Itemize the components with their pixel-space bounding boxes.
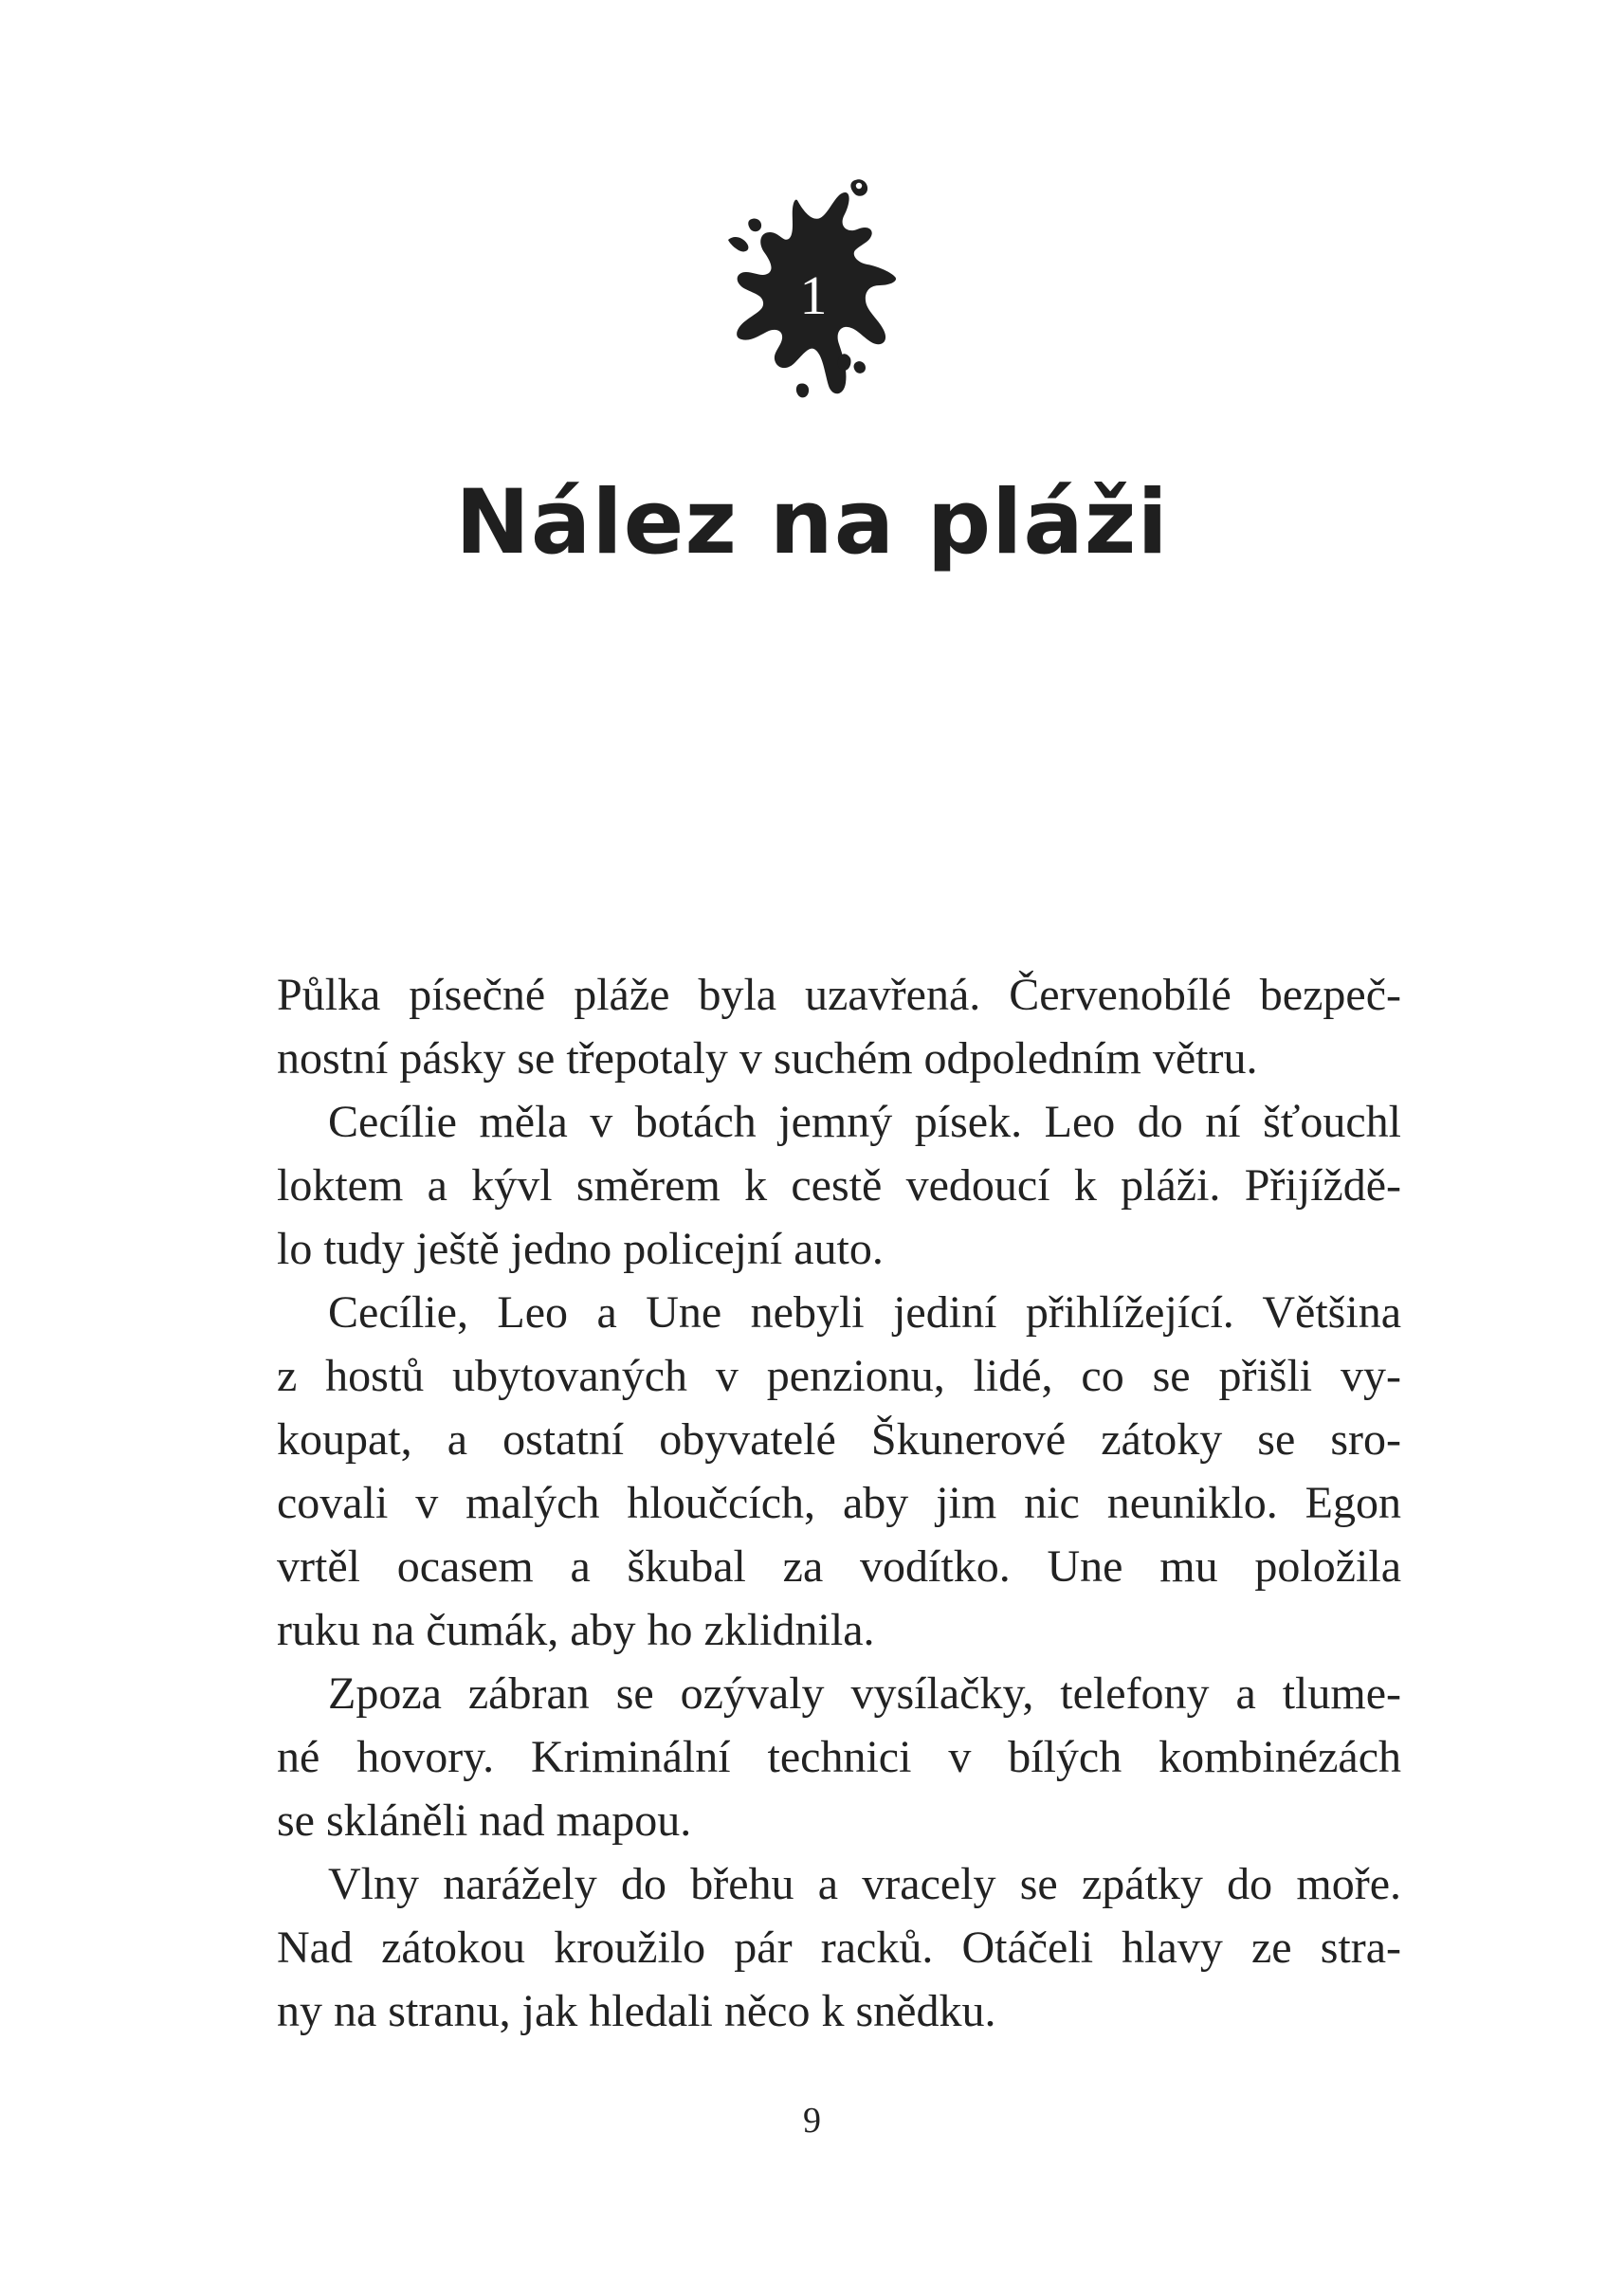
text-line: se skláněli nad mapou.	[277, 1795, 692, 1846]
page-number: 9	[803, 2101, 821, 2141]
text-line: Cecílie, Leo a Une nebyli jediní přihlížející. Většina	[328, 1287, 1401, 1338]
text-line: Půlka písečné pláže byla uzavřená. Červenobílé bezpeč-	[277, 970, 1401, 1020]
text-line: vrtěl ocasem a škubal za vodítko. Une mu položila	[277, 1541, 1401, 1592]
text-line: koupat, a ostatní obyvatelé Škunerové zátoky se sro-	[277, 1414, 1401, 1465]
text-line: covali v malých hloučcích, aby jim nic neuniklo. Egon	[277, 1478, 1401, 1528]
text-line: Vlny narážely do břehu a vracely se zpátky do moře.	[328, 1859, 1401, 1909]
text-line: ruku na čumák, aby ho zklidnila.	[277, 1605, 875, 1655]
text-line: Cecílie měla v botách jemný písek. Leo do ní šťouchl	[328, 1097, 1401, 1147]
text-line: né hovory. Kriminální technici v bílých kombinézách	[277, 1732, 1401, 1782]
chapter-body	[277, 963, 1401, 2043]
text-line: ny na stranu, jak hledali něco k snědku.	[277, 1986, 996, 2036]
text-line: z hostů ubytovaných v penzionu, lidé, co se přišli vy-	[277, 1351, 1401, 1401]
chapter-title: Nález na pláži	[455, 471, 1169, 574]
chapter-number: 1	[799, 264, 828, 326]
text-line: lo tudy ještě jedno policejní auto.	[277, 1224, 884, 1274]
text-line: Zpoza zábran se ozývaly vysílačky, telefony a tlume-	[328, 1668, 1401, 1719]
text-line: loktem a kývl směrem k cestě vedoucí k pláži. Přijíždě-	[277, 1160, 1401, 1211]
text-line: Nad zátokou kroužilo pár racků. Otáčeli hlavy ze stra-	[277, 1922, 1401, 1973]
chapter-ornament	[728, 175, 899, 412]
text-line: nostní pásky se třepotaly v suchém odpoledním větru.	[277, 1033, 1258, 1084]
